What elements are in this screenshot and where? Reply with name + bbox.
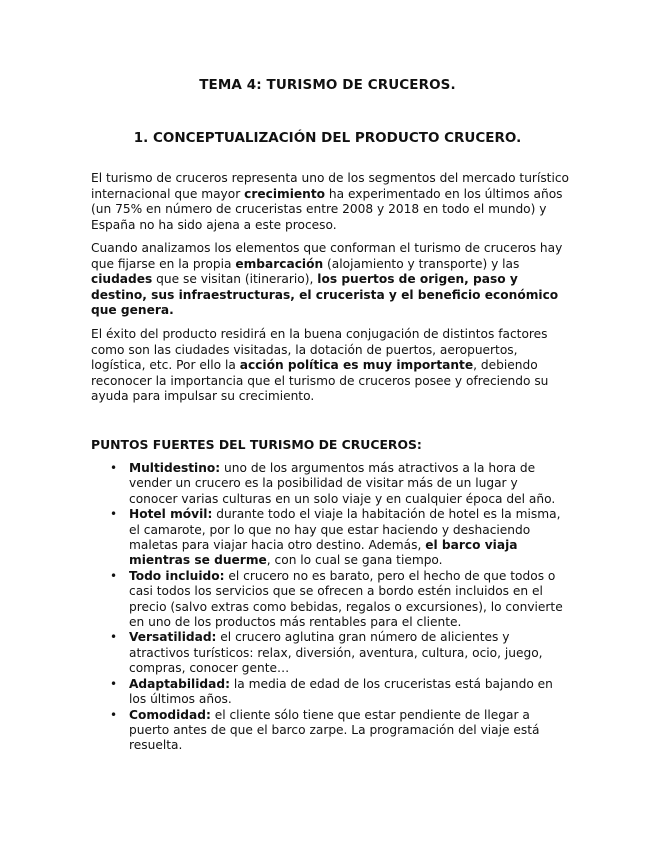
bullet-icon: • (110, 676, 118, 691)
paragraph-text: , debiendo reconocer la importancia que el turismo de cruceros posee y ofreciendo su ayuda para impulsar su crecimiento. (91, 358, 549, 404)
list-item-label: Todo incluido: (129, 568, 225, 583)
paragraph-emphasis: crecimiento (244, 186, 326, 201)
list-item-label: Adaptabilidad: (129, 676, 230, 691)
list-item-label: Versatilidad: (129, 630, 217, 645)
list-item-text: el cliente sólo tiene que estar pendiente de llegar a puerto antes de que el barco zarpe. La programación del viaje está resuelta. (129, 707, 540, 753)
paragraph-text: ha experimentado en los últimos años (un 75% en número de cruceristas entre 2008 y 2018 en todo el mundo) y España no ha sido ajena a este proceso. (91, 186, 563, 232)
list-item (91, 461, 569, 507)
list-item (91, 569, 569, 631)
list-item-text: , con lo cual se gana tiempo. (266, 553, 443, 568)
paragraph-elements (91, 241, 569, 319)
paragraph-emphasis: ciudades (91, 272, 153, 287)
list-item-emphasis: el barco viaja mientras se duerme (129, 538, 518, 568)
paragraph-emphasis: los puertos de origen, paso y destino, sus infraestructuras, el crucerista y el beneficio económico que genera. (91, 272, 559, 318)
paragraph-text: Cuando analizamos los elementos que conforman el turismo de cruceros hay que fijarse en la propia (91, 241, 563, 271)
paragraph-text: que se visitan (itinerario), (152, 272, 318, 287)
bullet-icon: • (110, 707, 118, 722)
bullet-icon: • (110, 568, 118, 583)
bullet-icon: • (110, 461, 118, 475)
list-item (91, 630, 569, 676)
document-title: TEMA 4: TURISMO DE CRUCEROS. (199, 77, 456, 93)
bullet-icon: • (110, 507, 118, 522)
list-item-label: Comodidad: (129, 707, 211, 722)
paragraph-success (91, 327, 569, 405)
list-item-text: la media de edad de los cruceristas está bajando en los últimos años. (129, 676, 553, 707)
list-item-label: Hotel móvil: (129, 507, 213, 522)
paragraph-emphasis: acción política es muy importante (239, 358, 474, 373)
paragraph-text: El éxito del producto residirá en la buena conjugación de distintos factores como son las ciudades visitadas, la dotación de puertos, aeropuertos, logística, etc. Por ello la (91, 327, 548, 373)
list-item-text: el crucero aglutina gran número de alicientes y atractivos turísticos: relax, diversión, aventura, cultura, ocio, juego, compras, conocer gente… (129, 630, 543, 676)
list-item-text: durante todo el viaje la habitación de hotel es la misma, el camarote, por lo que no hay que estar haciendo y deshaciendo maletas para viajar hacia otro destino. Además, (129, 507, 561, 553)
list-item (91, 677, 569, 708)
strengths-list (91, 461, 569, 754)
paragraph-emphasis: embarcación (235, 256, 324, 271)
list-item (91, 507, 569, 569)
list-item (91, 708, 569, 754)
section-title: 1. CONCEPTUALIZACIÓN DEL PRODUCTO CRUCERO. (133, 130, 522, 146)
list-item-text: el crucero no es barato, pero el hecho de que todos o casi todos los servicios que se ofrecen a bordo estén incluidos en el precio (salvo extras como bebidas, regalos o excursiones), lo convierte en uno de los productos más rentables para el cliente. (129, 568, 563, 630)
list-item-label: Multidestino: (129, 461, 221, 475)
strengths-heading: PUNTOS FUERTES DEL TURISMO DE CRUCEROS: (91, 437, 422, 452)
list-item-text: uno de los argumentos más atractivos a la hora de vender un crucero es la posibilidad de visitar más de un lugar y conocer varias culturas en un solo viaje y en cualquier época del año. (129, 461, 556, 506)
paragraph-intro (91, 171, 569, 233)
paragraph-text: (alojamiento y transporte) y las (323, 256, 520, 271)
bullet-icon: • (110, 630, 118, 645)
paragraph-text: El turismo de cruceros representa uno de los segmentos del mercado turístico internacional que mayor (91, 171, 569, 201)
